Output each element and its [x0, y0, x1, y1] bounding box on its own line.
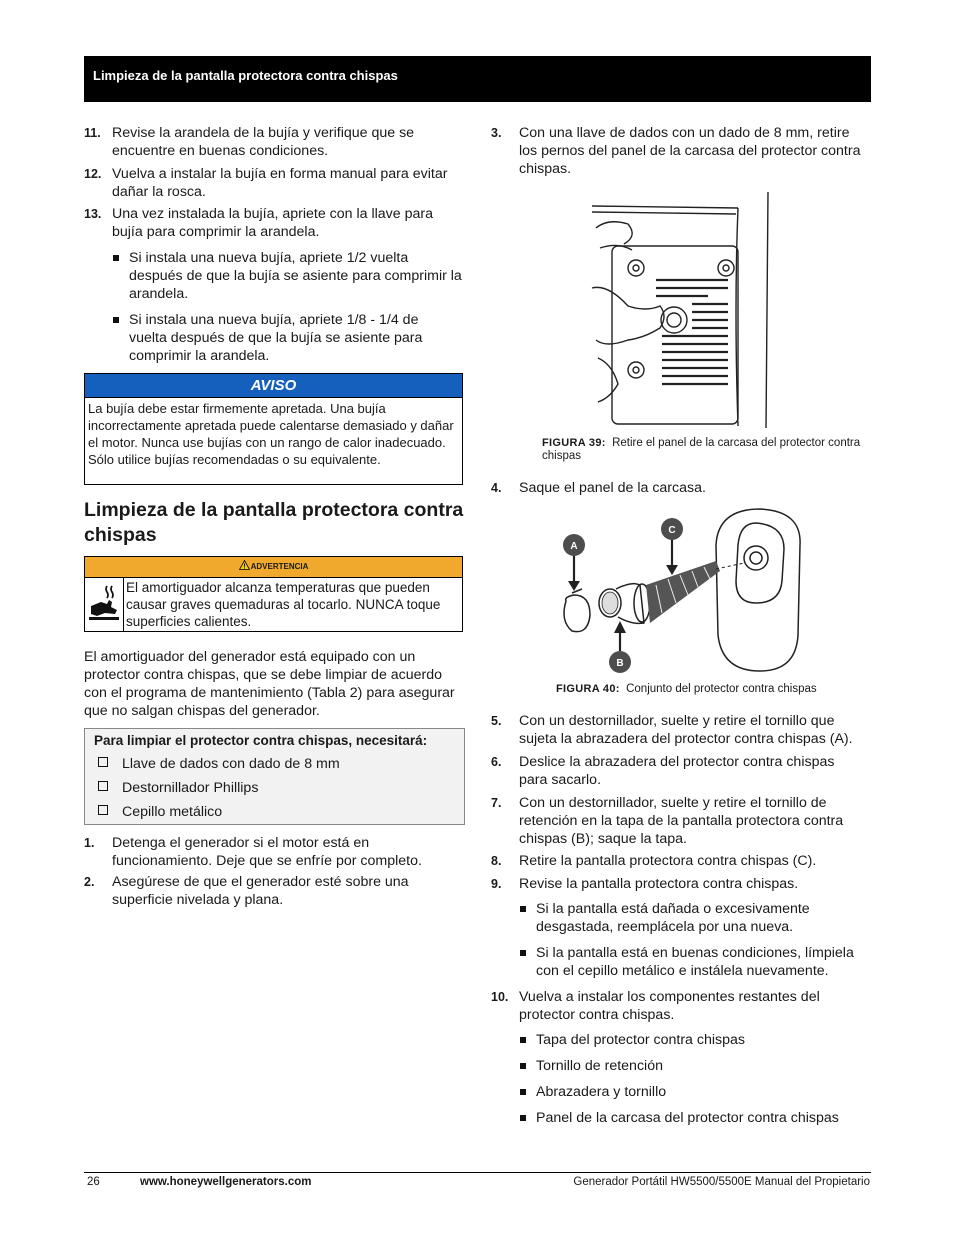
- page-number: 26: [87, 1176, 100, 1188]
- bullet-square-icon: [520, 906, 526, 912]
- header-title: Limpieza de la pantalla protectora contra chispas: [93, 68, 398, 83]
- bullet-text: Si la pantalla está en buenas condiciones, límpiela con el cepillo metálico e instálela nuevamente.: [536, 945, 854, 979]
- figure-caption-text: Retire el panel de la carcasa del protector contra chispas: [542, 437, 861, 462]
- tool-label: Cepillo metálico: [122, 804, 223, 820]
- step-number: 7.: [491, 796, 502, 810]
- step-text: Deslice la abrazadera del protector contra chispas para sacarlo.: [519, 754, 835, 788]
- callout-b: B: [616, 658, 624, 669]
- callout-c: C: [668, 525, 676, 536]
- warning-text: El amortiguador alcanza temperaturas que pueden causar graves quemaduras al tocarlo. NUNCA toque superficies calientes.: [126, 580, 441, 629]
- step-number: 10.: [491, 990, 509, 1004]
- tool-item: [98, 756, 340, 772]
- step-text: Revise la arandela de la bujía y verifique que se encuentre en buenas condiciones.: [112, 125, 415, 159]
- checkbox-icon: [98, 781, 108, 791]
- step-number: 11.: [84, 126, 101, 140]
- figure-39-caption: [542, 437, 872, 463]
- figure-40-illustration: [552, 505, 804, 675]
- step-text: Saque el panel de la carcasa.: [519, 480, 706, 496]
- step-number: 6.: [491, 755, 502, 769]
- step-text: Vuelva a instalar la bujía en forma manual para evitar dañar la rosca.: [112, 166, 448, 200]
- bullet-text: Tapa del protector contra chispas: [536, 1032, 745, 1048]
- figure-label: FIGURA 40:: [556, 683, 620, 695]
- bullet-square-icon: [520, 1089, 526, 1095]
- bullet-text: Si instala una nueva bujía, apriete 1/2 vuelta después de que la bujía se asiente para comprimir la arandela.: [129, 250, 462, 302]
- bullet-square-icon: [113, 317, 119, 323]
- bullet-text: Si la pantalla está dañada o excesivamente desgastada, reemplácela por una nueva.: [536, 901, 810, 935]
- bullet-text: Panel de la carcasa del protector contra chispas: [536, 1110, 839, 1126]
- step-number: 13.: [84, 207, 102, 221]
- notice-box: [84, 373, 463, 485]
- step-number: 2.: [84, 875, 95, 889]
- warning-box: [84, 556, 463, 632]
- bullet-text: Tornillo de retención: [536, 1058, 663, 1074]
- warning-triangle-icon: [239, 560, 250, 570]
- tool-label: Destornillador Phillips: [122, 780, 259, 796]
- checkbox-icon: [98, 805, 108, 815]
- bullet-text: Si instala una nueva bujía, apriete 1/8 - 1/4 de vuelta después de que la bujía se asiente para comprimir la arandela.: [129, 312, 423, 364]
- step-number: 4.: [491, 481, 502, 495]
- step-number: 12.: [84, 167, 102, 181]
- step-text: Vuelva a instalar los componentes restantes del protector contra chispas.: [519, 989, 820, 1023]
- bullet-square-icon: [520, 1063, 526, 1069]
- tool-item: [98, 804, 222, 820]
- checkbox-icon: [98, 757, 108, 767]
- bullet-square-icon: [520, 1115, 526, 1121]
- step-text: Una vez instalada la bujía, apriete con la llave para bujía para comprimir la arandela.: [112, 206, 433, 240]
- intro-paragraph: El amortiguador del generador está equipado con un protector contra chispas, que se debe limpiar de acuerdo con el programa de mantenimiento (Tabla 2) para asegurar que no salgan chispas del generador.: [84, 649, 455, 719]
- step-text: Asegúrese de que el generador esté sobre una superficie nivelada y plana.: [112, 874, 409, 908]
- step-text: Retire la pantalla protectora contra chispas (C).: [519, 853, 817, 869]
- tools-box: [84, 728, 465, 825]
- step-text: Con una llave de dados con un dado de 8 mm, retire los pernos del panel de la carcasa del protector contra chispas.: [519, 125, 861, 177]
- footer-manual-title: Generador Portátil HW5500/5500E Manual del Propietario: [573, 1176, 870, 1188]
- step-number: 8.: [491, 854, 502, 868]
- step-text: Detenga el generador si el motor está en funcionamiento. Deje que se enfríe por completo.: [112, 835, 422, 869]
- bullet-square-icon: [520, 950, 526, 956]
- tools-heading: Para limpiar el protector contra chispas, necesitará:: [94, 733, 428, 748]
- hot-surface-hand-icon: [87, 584, 121, 624]
- warning-title: ADVERTENCIA: [250, 562, 309, 571]
- notice-title: AVISO: [85, 374, 462, 398]
- notice-text: La bujía debe estar firmemente apretada. Una bujía incorrectamente apretada puede calentarse demasiado y dañar el motor. Nunca use bujías con un rango de calor inadecuado. Sólo utilice bujías recomendadas o su equivalente.: [88, 401, 454, 467]
- step-number: 9.: [491, 877, 502, 891]
- step-number: 1.: [84, 836, 95, 850]
- step-number: 5.: [491, 714, 502, 728]
- warning-header: [85, 557, 462, 578]
- bullet-square-icon: [113, 255, 119, 261]
- tool-item: [98, 780, 258, 796]
- section-title: Limpieza de la pantalla protectora contra chispas: [84, 499, 464, 546]
- bullet-text: Abrazadera y tornillo: [536, 1084, 667, 1100]
- step-text: Revise la pantalla protectora contra chispas.: [519, 876, 799, 892]
- tool-label: Llave de dados con dado de 8 mm: [122, 756, 340, 772]
- step-number: 3.: [491, 126, 502, 140]
- footer-website-link[interactable]: www.honeywellgenerators.com: [140, 1176, 312, 1188]
- step-text: Con un destornillador, suelte y retire el tornillo de retención en la tapa de la pantalla protectora contra chispas (B); saque la tapa.: [519, 795, 844, 847]
- figure-39-illustration: [588, 188, 774, 430]
- figure-label: FIGURA 39:: [542, 437, 606, 449]
- bullet-square-icon: [520, 1037, 526, 1043]
- callout-a: A: [570, 541, 578, 552]
- warning-icon-cell: [85, 578, 124, 631]
- figure-40-caption: [556, 683, 872, 696]
- figure-caption-text: Conjunto del protector contra chispas: [626, 683, 817, 695]
- footer-rule: [84, 1172, 871, 1173]
- section-header-bar: [84, 56, 871, 102]
- step-text: Con un destornillador, suelte y retire el tornillo que sujeta la abrazadera del protector contra chispas (A).: [519, 713, 853, 747]
